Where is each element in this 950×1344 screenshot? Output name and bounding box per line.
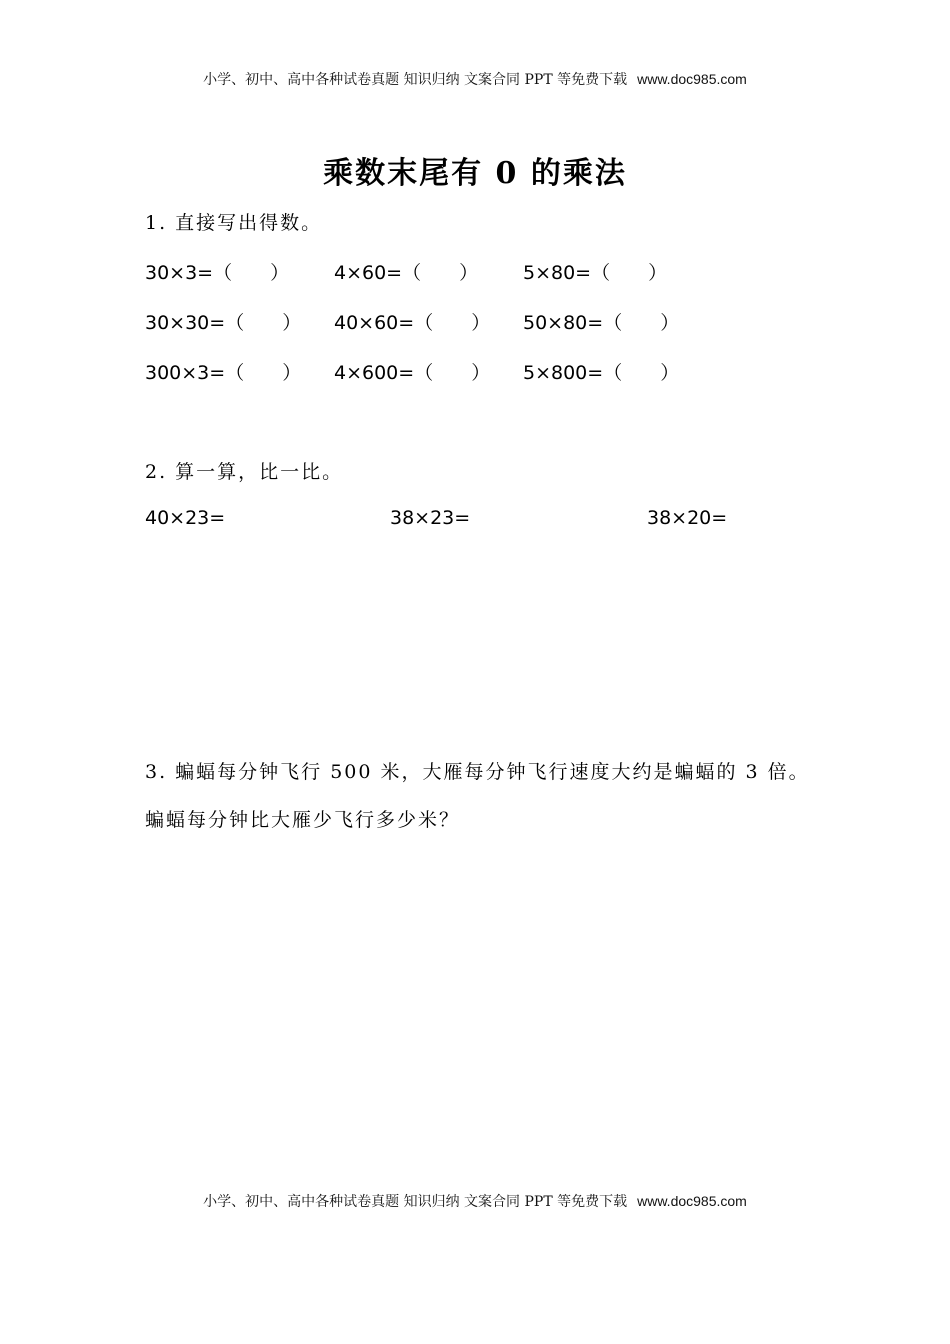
q1-item: 30×30=（ ）: [145, 312, 302, 334]
worksheet-title: 乘数末尾有 0 的乘法: [323, 156, 627, 191]
q1-item: 4×60=（ ）: [334, 262, 479, 284]
footer-text: 小学、初中、高中各种试卷真题 知识归纳 文案合同 PPT 等免费下载: [203, 1194, 628, 1210]
q2-item: 40×23=: [145, 507, 226, 529]
q1-item: 50×80=（ ）: [523, 312, 680, 334]
question-3-line-1: 3. 蝙蝠每分钟飞行 500 米，大雁每分钟飞行速度大约是蝙蝠的 3 倍。: [145, 761, 810, 783]
q1-item: 30×3=（ ）: [145, 262, 290, 284]
header-text: 小学、初中、高中各种试卷真题 知识归纳 文案合同 PPT 等免费下载: [203, 72, 628, 88]
header-url[interactable]: www.doc985.com: [637, 71, 747, 87]
q1-item: 5×80=（ ）: [523, 262, 668, 284]
question-3-line-2: 蝙蝠每分钟比大雁少飞行多少米？: [145, 809, 461, 831]
q2-item: 38×20=: [647, 507, 728, 529]
footer-url[interactable]: www.doc985.com: [637, 1193, 747, 1209]
q1-item: 40×60=（ ）: [334, 312, 491, 334]
question-2-label: 2. 算一算，比一比。: [145, 461, 344, 483]
page-footer: [0, 1191, 950, 1211]
question-1-label: 1. 直接写出得数。: [145, 212, 323, 234]
q1-item: 300×3=（ ）: [145, 362, 302, 384]
page-header: [0, 69, 950, 89]
q1-item: 5×800=（ ）: [523, 362, 680, 384]
q1-item: 4×600=（ ）: [334, 362, 491, 384]
q2-item: 38×23=: [390, 507, 471, 529]
